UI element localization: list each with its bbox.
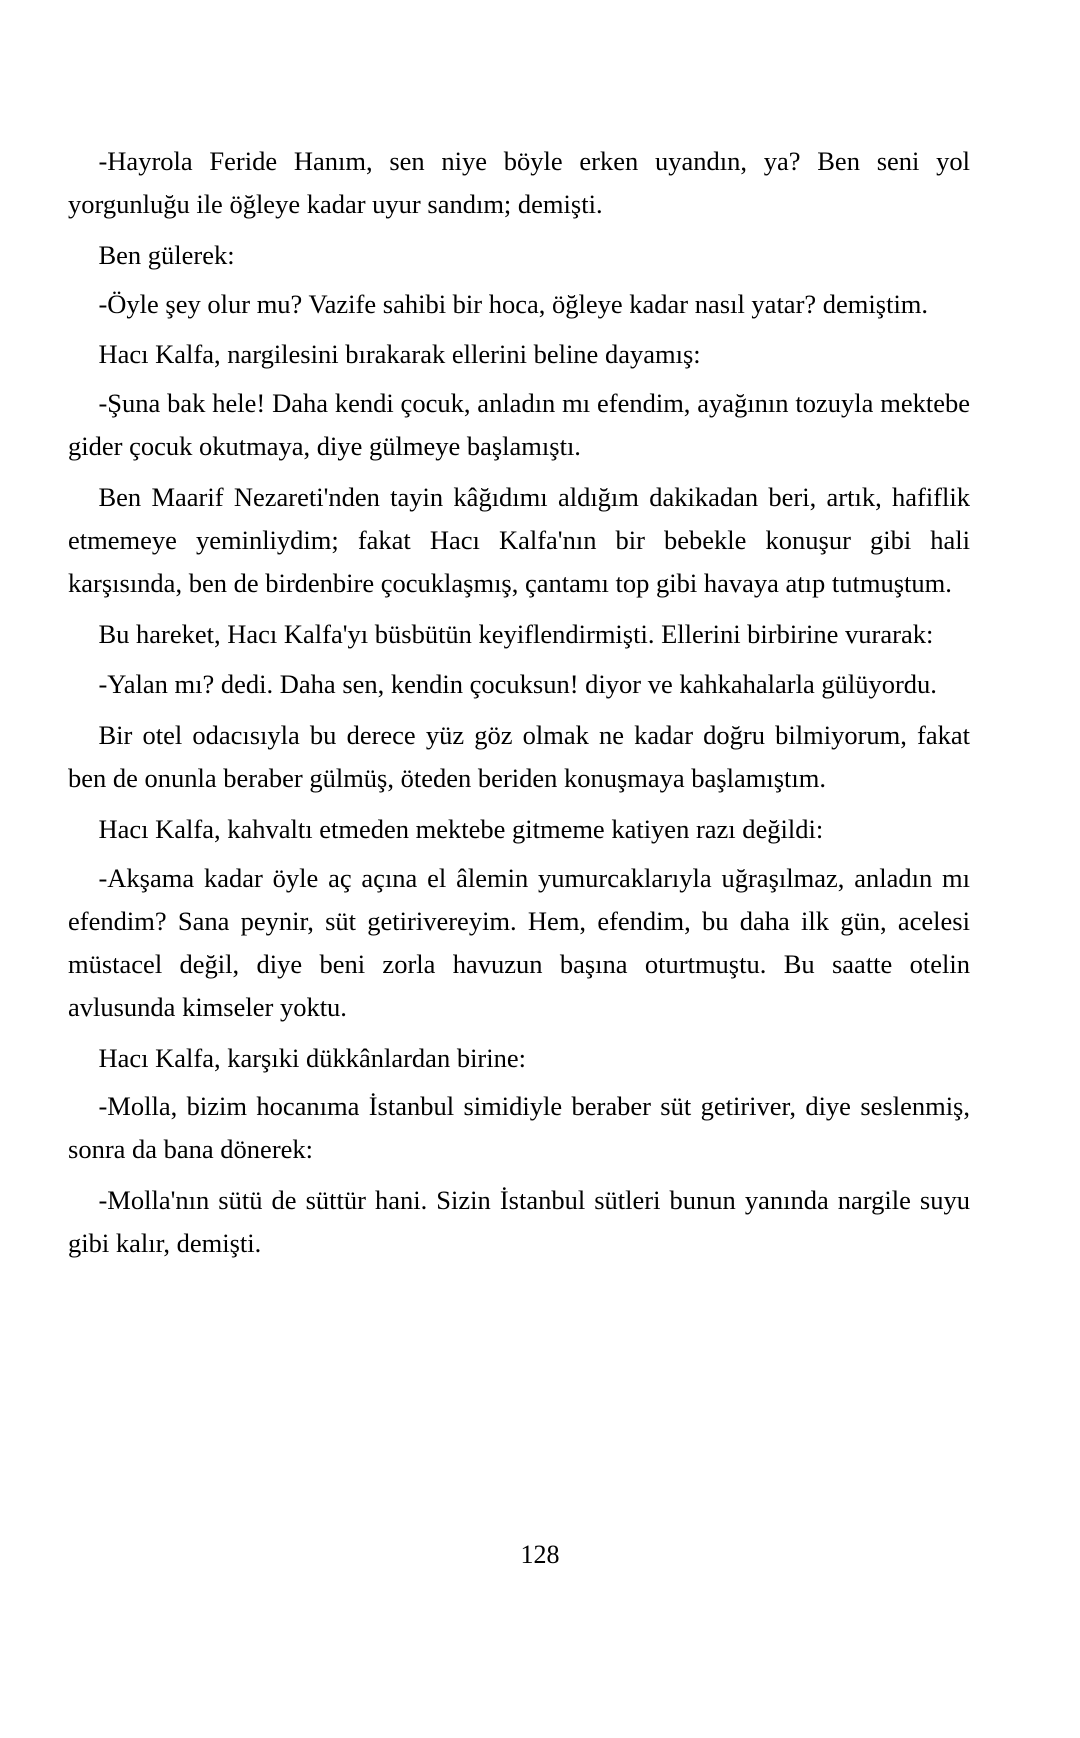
paragraph: Hacı Kalfa, nargilesini bırakarak ellerini beline dayamış: — [98, 339, 701, 370]
paragraph: -Molla, bizim hocanıma İstanbul simidiyle beraber süt getiriver, diye seslenmiş, sonra da bana dönerek: — [68, 1091, 970, 1165]
paragraph: Hacı Kalfa, kahvaltı etmeden mektebe gitmeme katiyen razı değildi: — [98, 814, 824, 845]
paragraph: Bu hareket, Hacı Kalfa'yı büsbütün keyiflendirmişti. Ellerini birbirine vurarak: — [98, 618, 934, 649]
paragraph: Hacı Kalfa, karşıki dükkânlardan birine: — [98, 1042, 526, 1073]
paragraph: -Molla'nın sütü de süttür hani. Sizin İstanbul sütleri bunun yanında nargile suyu gibi kalır, demişti. — [68, 1185, 970, 1258]
paragraph: -Hayrola Feride Hanım, sen niye böyle erken uyandın, ya? Ben seni yol yorgunluğu ile öğleye kadar uyur sandım; demişti. — [68, 146, 970, 219]
paragraph: Bir otel odacısıyla bu derece yüz göz olmak ne kadar doğru bilmiyorum, fakat ben de onunla beraber gülmüş, öteden beriden konuşmaya başlamıştım. — [68, 720, 970, 794]
paragraph: -Akşama kadar öyle aç açına el âlemin yumurcaklarıyla uğraşılmaz, anladın mı efendim? Sana peynir, süt getirivereyim. Hem, efendim, bu daha ilk gün, acelesi müstacel değil, diye beni zorla havuzun başına oturtmuştu. Bu saatte otelin avlusunda kimseler yoktu. — [68, 862, 970, 1022]
paragraph: Ben gülerek: — [98, 239, 235, 270]
paragraph: -Şuna bak hele! Daha kendi çocuk, anladın mı efendim, ayağının tozuyla mektebe gider çocuk okutmaya, diye gülmeye başlamıştı. — [68, 388, 970, 462]
paragraph: -Yalan mı? dedi. Daha sen, kendin çocuksun! diyor ve kahkahalarla gülüyordu. — [98, 669, 937, 700]
paragraph: -Öyle şey olur mu? Vazife sahibi bir hoca, öğleye kadar nasıl yatar? demiştim. — [98, 288, 929, 319]
paragraph: Ben Maarif Nezareti'nden tayin kâğıdımı aldığım dakikadan beri, artık, hafiflik etmemeye yeminliydim; fakat Hacı Kalfa'nın bir bebekle konuşur gibi hali karşısında, ben de birdenbire çocuklaşmış, çantamı top gibi havaya atıp tutmuştum. — [68, 481, 970, 598]
page-number: 128 — [520, 1540, 560, 1569]
page-body — [68, 140, 970, 1265]
